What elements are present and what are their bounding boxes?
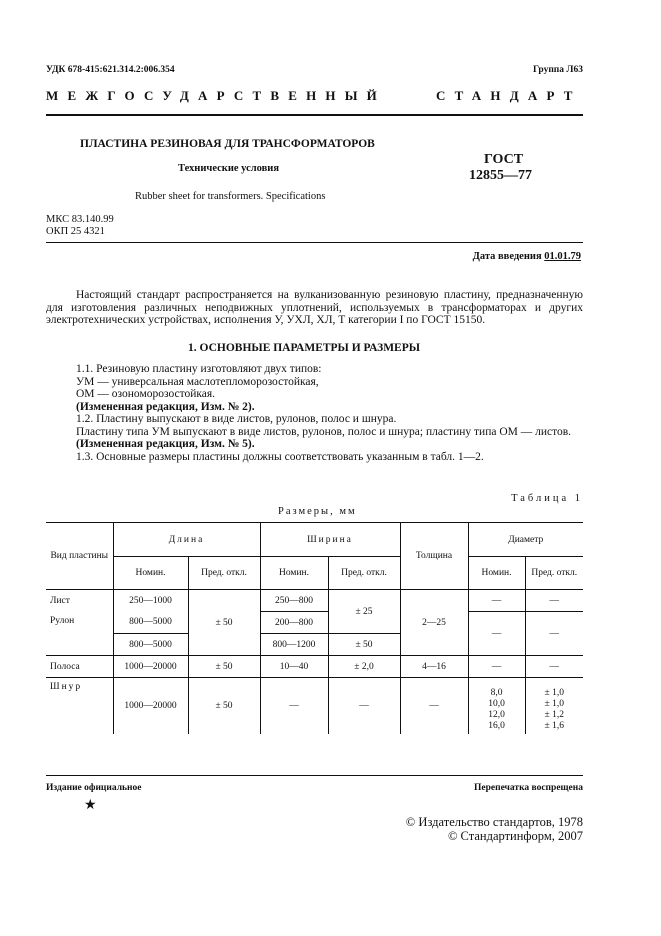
row-rulon-vid: Рулон [46, 612, 113, 656]
english-title: Rubber sheet for transformers. Specifications [135, 191, 326, 202]
row-rulon-shirina-pred2: ± 50 [328, 634, 400, 656]
para-1-2: 1.2. Пластину выпускают в виде листов, рулонов, полос и шнура. [76, 413, 397, 425]
header-rule [46, 114, 583, 116]
row-shnur-diam-nom [468, 678, 525, 734]
edition-official: Издание официальное [46, 783, 142, 793]
row-rulon-dlina-1: 800—5000 [113, 612, 188, 634]
footer-rule [46, 775, 583, 776]
row-shnur-vid: Шнур [46, 678, 113, 734]
row-shnur-diam-pred [525, 678, 583, 734]
para-1-3: 1.3. Основные размеры пластины должны соответствовать указанным в табл. 1—2. [76, 450, 484, 463]
header-tolshchina: Толщина [400, 523, 468, 590]
row-list-rulon-dlina-pred: ± 50 [188, 590, 260, 656]
row-rulon-shirina-2: 800—1200 [260, 634, 328, 656]
banner-left: МЕЖГОСУДАРСТВЕННЫЙ [46, 88, 386, 103]
table-units: Размеры, мм [278, 506, 357, 517]
header-diametr-nomin: Номин. [468, 557, 525, 590]
shnur-diam-nom-2: 10,0 [488, 698, 505, 709]
copyright-1978: © Издательство стандартов, 1978 [405, 815, 583, 829]
row-shnur-tolshchina: — [400, 678, 468, 734]
row-rulon-diam-nom: — [468, 612, 525, 656]
intro-date [473, 251, 581, 262]
document-subtitle: Технические условия [178, 163, 280, 174]
shnur-diam-pred-2: ± 1,0 [544, 698, 564, 709]
star-icon: ★ [84, 798, 97, 813]
row-polosa-tolshchina: 4—16 [400, 656, 468, 678]
row-polosa-diam-pred: — [525, 656, 583, 678]
header-diametr: Диаметр [468, 523, 583, 557]
para-1-1: 1.1. Резиновую пластину изготовляют двух типов: [76, 363, 322, 375]
title-rule [46, 242, 583, 243]
row-rulon-shirina-1: 200—800 [260, 612, 328, 634]
row-shnur-shirina-pred: — [328, 678, 400, 734]
copyright-2007: © Стандартинформ, 2007 [447, 829, 583, 843]
row-list-diam-nom: — [468, 590, 525, 612]
shnur-diam-nom-4: 16,0 [488, 720, 505, 731]
header-dlina-nomin: Номин. [113, 557, 188, 590]
row-shnur-dlina: 1000—20000 [113, 678, 188, 734]
dimensions-table [46, 522, 583, 734]
row-polosa-shirina-pred: ± 2,0 [328, 656, 400, 678]
udk-code: УДК 678-415:621.314.2:006.354 [46, 65, 175, 75]
header-vid: Вид пластины [46, 523, 113, 590]
header-shirina: Ширина [260, 523, 400, 557]
intro-date-value: 01.01.79 [544, 251, 581, 262]
row-polosa-dlina: 1000—20000 [113, 656, 188, 678]
row-polosa-dlina-pred: ± 50 [188, 656, 260, 678]
okp-code: ОКП 25 4321 [46, 226, 105, 237]
gost-number: 12855—77 [469, 168, 532, 183]
shnur-diam-nom-3: 12,0 [488, 709, 505, 720]
header-dlina: Длина [113, 523, 260, 557]
row-polosa-vid: Полоса [46, 656, 113, 678]
group-code: Группа Л63 [532, 65, 583, 75]
section-heading: 1. ОСНОВНЫЕ ПАРАМЕТРЫ И РАЗМЕРЫ [188, 342, 421, 354]
row-list-rulon-tolshchina: 2—25 [400, 590, 468, 656]
amendment-5: (Измененная редакция, Изм. № 5). [76, 438, 255, 450]
header-diametr-pred: Пред. откл. [525, 557, 583, 590]
row-shnur-dlina-pred: ± 50 [188, 678, 260, 734]
document-title: ПЛАСТИНА РЕЗИНОВАЯ ДЛЯ ТРАНСФОРМАТОРОВ [80, 138, 375, 150]
row-list-dlina: 250—1000 [113, 590, 188, 612]
para-om: ОМ — озономорозостойкая. [76, 388, 216, 400]
row-list-diam-pred: — [525, 590, 583, 612]
gost-label: ГОСТ [484, 152, 524, 167]
row-polosa-diam-nom: — [468, 656, 525, 678]
shnur-diam-nom-1: 8,0 [490, 687, 503, 698]
row-polosa-shirina: 10—40 [260, 656, 328, 678]
row-list-shirina: 250—800 [260, 590, 328, 612]
header-dlina-pred: Пред. откл. [188, 557, 260, 590]
para-types: Пластину типа УМ выпускают в виде листов, рулонов, полос и шнура; пластину типа ОМ — листов. [76, 425, 572, 438]
reprint-prohibited: Перепечатка воспрещена [473, 783, 583, 793]
para-um: УМ — универсальная маслотепломорозостойкая, [76, 375, 319, 388]
row-rulon-diam-pred: — [525, 612, 583, 656]
row-rulon-dlina-2: 800—5000 [113, 634, 188, 656]
row-shnur-shirina: — [260, 678, 328, 734]
intro-paragraph: Настоящий стандарт распространяется на вулканизованную резиновую пластину, предназначенную для изготовления различных неподвижных уплотнений, используемых в трансформаторах и других электротехнических устройствах, исполнения У, УХЛ, ХЛ, Т категории I по ГОСТ 15150. [46, 289, 583, 326]
header-shirina-pred: Пред. откл. [328, 557, 400, 590]
mks-code: МКС 83.140.99 [46, 214, 114, 225]
intro-date-label: Дата введения [472, 251, 542, 262]
table-caption: Таблица 1 [511, 493, 583, 504]
shnur-diam-pred-4: ± 1,6 [544, 720, 564, 731]
amendment-2: (Измененная редакция, Изм. № 2). [76, 400, 255, 413]
row-list-rulon-shirina-pred1: ± 25 [328, 590, 400, 634]
header-shirina-nomin: Номин. [260, 557, 328, 590]
row-list-vid: Лист [46, 590, 113, 612]
banner-right: СТАНДАРТ [436, 88, 582, 103]
shnur-diam-pred-3: ± 1,2 [544, 709, 564, 720]
section-body [46, 363, 583, 463]
shnur-diam-pred-1: ± 1,0 [544, 687, 564, 698]
